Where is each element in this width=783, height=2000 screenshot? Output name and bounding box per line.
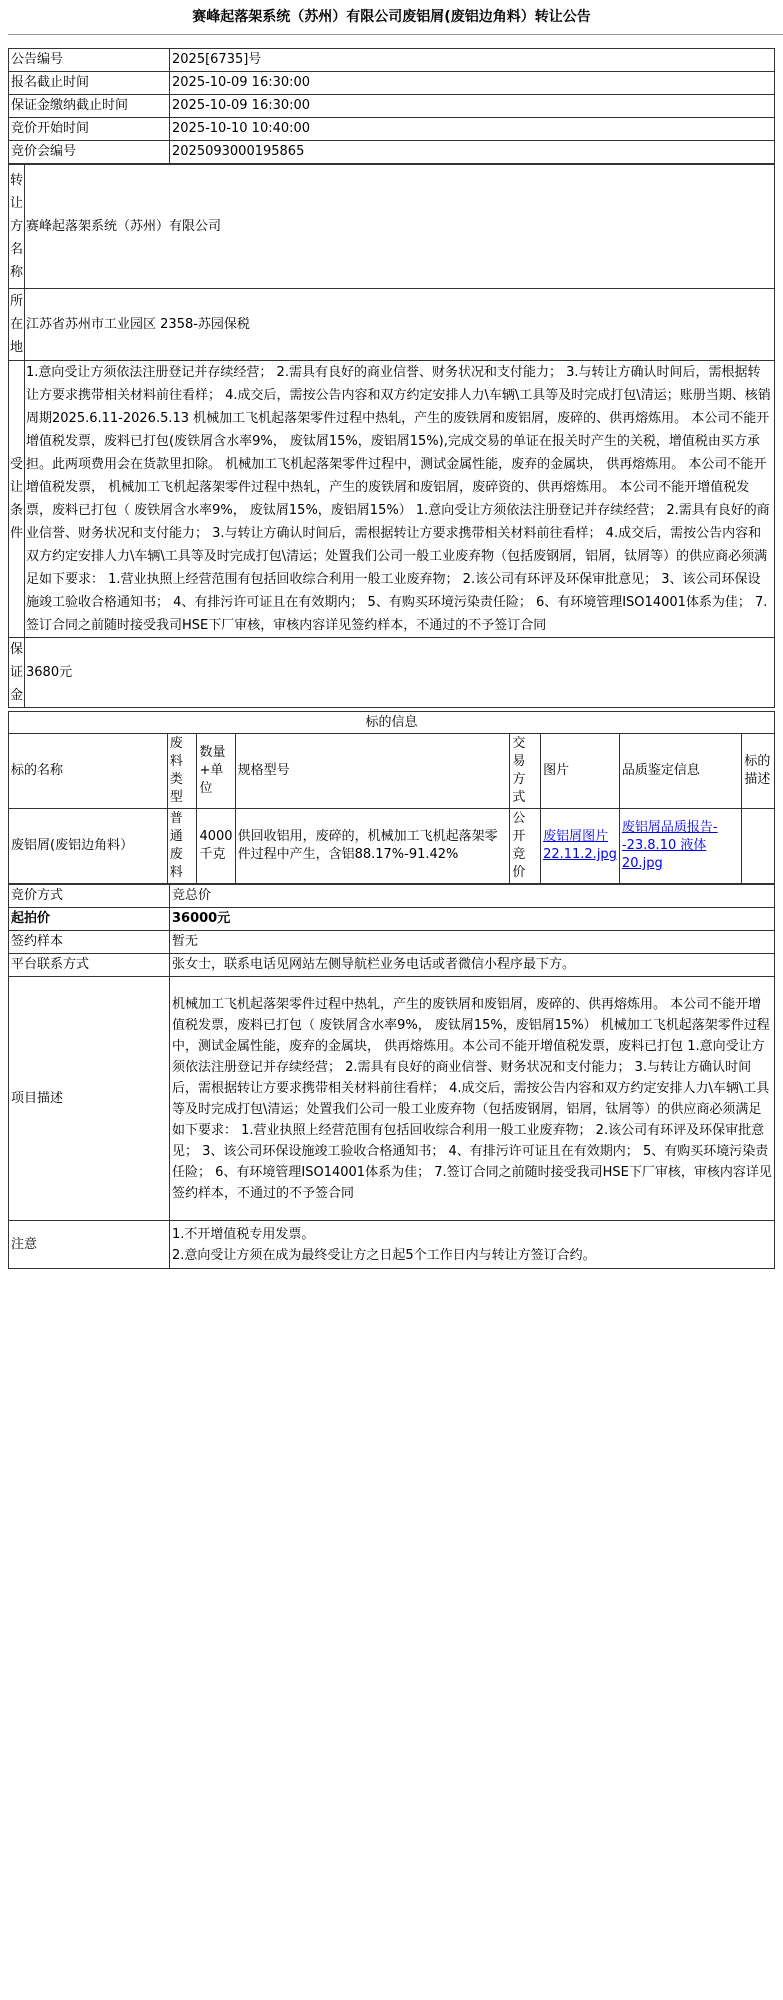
note-item: 2.意向受让方须在成为最终受让方之日起5个工作日内与转让方签订合约。 [172,1247,596,1263]
notes-row [9,1221,775,1269]
info-label: 公告编号 [9,49,170,72]
info-value: 2025093000195865 [170,141,775,164]
info-row [9,141,775,164]
project-description: 机械加工飞机起落架零件过程中热轧，产生的废铁屑和废铝屑，废碎的、供再熔炼用。 本公司不能开增值税发票，废料已打包（ 废铁屑含水率9%， 废钛屑15%，废铝屑15%） 机械加工飞机起落架零件过程中，测试金属性能，废弃的金属块， 供再熔炼用。本公司不能开增值税发票，废料已打包 1.意向受让方须依法注册登记并存续经营； 2.需具有良好的商业信誉、财务状况和支付能力； 3.与转让方确认时间后，需根据转让方要求携带相关材料前往看样； 4.成交后，需按公告内容和双方约定安排人力\车辆\工具等及时完成打包\清运；处置我们公司一般工业废弃物（包括废钢屑，铝屑，钛屑等）的供应商必须满足如下要求： 1.营业执照上经营范围有包括回收综合利用一般工业废弃物； 2.该公司有环评及环保审批意见； 3、该公司环保设施竣工验收合格通知书； 4、有排污许可证且在有效期内； 5、有购买环境污染责任险； 6、有环境管理ISO14001体系为佳； 7.签订合同之前随时接受我司HSE下厂审核，审核内容详见签约样本，不通过的不予签合同 [170,977,775,1221]
start-price-row [9,908,775,931]
transferor-row [9,165,775,289]
col-header: 标的描述 [742,734,775,809]
info-row [9,49,775,72]
info-value: 2025-10-09 16:30:00 [170,95,775,118]
subject-name: 废铝屑(废铝边角料） [9,809,168,884]
start-price-label: 起拍价 [9,908,170,931]
location-label: 所在地 [9,289,25,361]
location-row [9,289,775,361]
col-header: 图片 [541,734,620,809]
info-label: 报名截止时间 [9,72,170,95]
contact-value: 张女士，联系电话见网站左侧导航栏业务电话或者微信小程序最下方。 [170,954,775,977]
info-value: 2025-10-10 10:40:00 [170,118,775,141]
notes-value [170,1221,775,1269]
quality-report-link[interactable]: 废铝屑品质报告--23.8.10 液体20.jpg [621,820,718,871]
col-header: 规格型号 [235,734,510,809]
bid-method-label: 竞价方式 [9,885,170,908]
subject-desc [742,809,775,884]
subject-mode: 公开竞价 [510,809,541,884]
subject-section-title: 标的信息 [9,712,775,734]
notes-label: 注意 [9,1221,170,1269]
subject-table [8,711,775,884]
info-value: 2025[6735]号 [170,49,775,72]
info-row [9,72,775,95]
subject-quality-cell [619,809,741,884]
subject-image-cell [541,809,620,884]
deposit-label: 保证金 [9,638,25,708]
image-link[interactable]: 废铝屑图片22.11.2.jpg [543,829,617,862]
contact-row [9,954,775,977]
page-title: 赛峰起落架系统（苏州）有限公司废铝屑(废铝边角料）转让公告 [192,9,591,25]
info-label: 竞价开始时间 [9,118,170,141]
subject-spec: 供回收铝用，废碎的，机械加工飞机起落架零件过程中产生，含铝88.17%-91.42% [235,809,510,884]
party-table [8,164,775,708]
info-label: 竞价会编号 [9,141,170,164]
transferor-value: 赛峰起落架系统（苏州）有限公司 [25,165,775,289]
info-row [9,118,775,141]
subject-header-row [9,734,775,809]
title-divider [8,34,783,35]
col-header: 标的名称 [9,734,168,809]
sample-row [9,931,775,954]
col-header: 品质鉴定信息 [619,734,741,809]
location-value: 江苏省苏州市工业园区 2358-苏园保税 [25,289,775,361]
info-value: 2025-10-09 16:30:00 [170,72,775,95]
project-row [9,977,775,1221]
note-item: 1.不开增值税专用发票。 [172,1226,315,1242]
bid-method-value: 竞总价 [170,885,775,908]
conditions-value: 1.意向受让方须依法注册登记并存续经营； 2.需具有良好的商业信誉、财务状况和支付能力； 3.与转让方确认时间后，需根据转让方要求携带相关材料前往看样； 4.成交后，需按公告内容和双方约定安排人力\车辆\工具等及时完成打包\清运；账册当期、核销周期2025.6.11-2026.5.13 机械加工飞机起落架零件过程中热轧，产生的废铁屑和废铝屑，废碎的、供再熔炼用。 本公司不能开增值税发票，废料已打包(废铁屑含水率9%， 废钛屑15%，废铝屑15%),完成交易的单证在报关时产生的关税，增值税由买方承担。此两项费用会在货款里扣除。 机械加工飞机起落架零件过程中，测试金属性能，废弃的金属块， 供再熔炼用。 本公司不能开增值税发票， 机械加工飞机起落架零件过程中热轧，产生的废铁屑和废铝屑，废碎资的、供再熔炼用。 本公司不能开增值税发票，废料已打包（ 废铁屑含水率9%， 废钛屑15%，废铝屑15%） 1.意向受让方须依法注册登记并存续经营； 2.需具有良好的商业信誉、财务状况和支付能力； 3.与转让方确认时间后，需根据转让方要求携带相关材料前往看样； 4.成交后，需按公告内容和双方约定安排人力\车辆\工具等及时完成打包\清运；处置我们公司一般工业废弃物（包括废钢屑，铝屑，钛屑等）的供应商必须满足如下要求： 1.营业执照上经营范围有包括回收综合利用一般工业废弃物； 2.该公司有环评及环保审批意见； 3、该公司环保设施竣工验收合格通知书； 4、有排污许可证且在有效期内； 5、有购买环境污染责任险； 6、有环境管理ISO14001体系为佳； 7.签订合同之前随时接受我司HSE下厂审核，审核内容详见签约样本，不通过的不予签订合同 [25,361,775,638]
sample-label: 签约样本 [9,931,170,954]
contact-label: 平台联系方式 [9,954,170,977]
start-price-value: 36000元 [170,908,775,931]
deposit-row [9,638,775,708]
subject-section-row [9,712,775,734]
sample-value: 暂无 [170,931,775,954]
info-table [8,48,775,164]
project-label: 项目描述 [9,977,170,1221]
deposit-value: 3680元 [25,638,775,708]
table-row [9,809,775,884]
conditions-label: 受让条件 [9,361,25,638]
subject-qty: 4000千克 [197,809,235,884]
subject-type: 普通废料 [167,809,197,884]
bid-method-row [9,885,775,908]
col-header: 数量+单位 [197,734,235,809]
info-row [9,95,775,118]
conditions-row [9,361,775,638]
info-label: 保证金缴纳截止时间 [9,95,170,118]
details-table [8,884,775,1269]
col-header: 交易方式 [510,734,541,809]
transferor-label: 转让方名称 [9,165,25,289]
col-header: 废料类型 [167,734,197,809]
